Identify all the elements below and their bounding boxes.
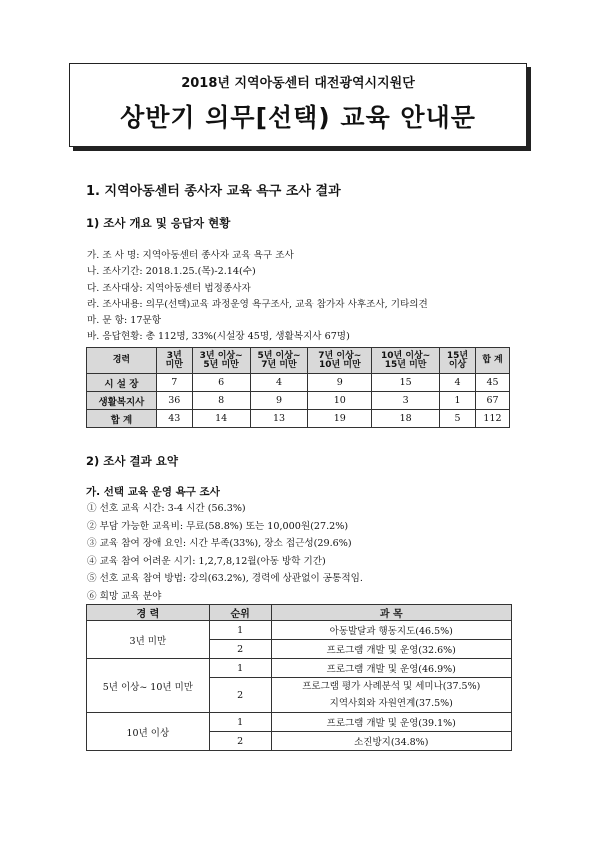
column-header: 순위 bbox=[209, 605, 271, 621]
row-label: 생활복지사 bbox=[87, 392, 157, 410]
section2-sub-heading: 2) 조사 결과 요약 bbox=[86, 454, 178, 468]
table-row bbox=[87, 374, 510, 392]
info-line: 가. 조 사 명: 지역아동센터 종사자 교육 욕구 조사 bbox=[87, 250, 294, 261]
table-cell: 45 bbox=[475, 374, 509, 392]
info-line: 마. 문 항: 17문항 bbox=[87, 315, 161, 327]
table-cell: 9 bbox=[250, 392, 308, 410]
column-header: 경 력 bbox=[87, 605, 210, 621]
rank-cell: 2 bbox=[209, 678, 271, 713]
row-label: 시 설 장 bbox=[87, 374, 157, 392]
column-header: 3년 이상~ 5년 미만 bbox=[192, 348, 250, 374]
list-item: ① 선호 교육 시간: 3-4 시간 (56.3%) bbox=[87, 503, 246, 514]
table-cell: 67 bbox=[475, 392, 509, 410]
column-header: 15년 이상 bbox=[440, 348, 476, 374]
table-cell: 15 bbox=[372, 374, 440, 392]
table-header-row bbox=[87, 348, 510, 374]
rank-cell: 2 bbox=[209, 640, 271, 659]
table-row bbox=[87, 392, 510, 410]
document-title: 상반기 의무[선택) 교육 안내문 bbox=[120, 103, 476, 132]
education-field-table bbox=[86, 604, 512, 751]
rank-cell: 1 bbox=[209, 713, 271, 732]
info-line: 바. 응답현황: 총 112명, 33%(시설장 45명, 생활복지사 67명) bbox=[87, 331, 350, 343]
table-row bbox=[87, 621, 512, 640]
career-cell: 5년 이상~ 10년 미만 bbox=[87, 659, 210, 713]
list-item: ⑤ 선호 교육 참여 방법: 강의(63.2%), 경력에 상관없이 공통적임. bbox=[87, 573, 363, 584]
column-header: 경력 bbox=[87, 348, 157, 374]
table-row bbox=[87, 659, 512, 678]
title-box bbox=[69, 63, 527, 147]
table-cell: 43 bbox=[156, 410, 192, 428]
column-header: 10년 이상~ 15년 미만 bbox=[372, 348, 440, 374]
table-cell: 5 bbox=[440, 410, 476, 428]
table-cell: 13 bbox=[250, 410, 308, 428]
list-item: ⑥ 희망 교육 분야 bbox=[87, 590, 162, 602]
info-line: 나. 조사기간: 2018.1.25.(목)-2.14(수) bbox=[87, 266, 256, 278]
survey-info bbox=[87, 248, 428, 346]
info-line: 라. 조사내용: 의무(선택)교육 과정운영 욕구조사, 교육 참가자 사후조사, 기타의견 bbox=[87, 298, 428, 310]
career-cell: 10년 이상 bbox=[87, 713, 210, 751]
list-item: ④ 교육 참여 어려운 시기: 1,2,7,8,12월(아동 방학 기간) bbox=[87, 555, 326, 567]
rank-cell: 1 bbox=[209, 621, 271, 640]
table-cell: 19 bbox=[308, 410, 372, 428]
section2-subsection-heading: 가. 선택 교육 운영 욕구 조사 bbox=[86, 486, 220, 498]
table-cell: 14 bbox=[192, 410, 250, 428]
table-cell: 8 bbox=[192, 392, 250, 410]
table-row bbox=[87, 713, 512, 732]
table-cell: 112 bbox=[475, 410, 509, 428]
subject-cell: 아동발달과 행동지도(46.5%) bbox=[271, 621, 511, 640]
rank-cell: 2 bbox=[209, 732, 271, 751]
list-item: ② 부담 가능한 교육비: 무료(58.8%) 또는 10,000원(27.2%) bbox=[87, 520, 349, 532]
table-cell: 6 bbox=[192, 374, 250, 392]
table-cell: 9 bbox=[308, 374, 372, 392]
career-cell: 3년 미만 bbox=[87, 621, 210, 659]
column-header: 합 계 bbox=[475, 348, 509, 374]
subject-cell: 프로그램 개발 및 운영(32.6%) bbox=[271, 640, 511, 659]
table-cell: 10 bbox=[308, 392, 372, 410]
table-cell: 4 bbox=[250, 374, 308, 392]
table-cell: 4 bbox=[440, 374, 476, 392]
column-header: 3년 미만 bbox=[156, 348, 192, 374]
respondent-table bbox=[86, 347, 510, 428]
table-cell: 18 bbox=[372, 410, 440, 428]
summary-list bbox=[87, 500, 363, 605]
rank-cell: 1 bbox=[209, 659, 271, 678]
table-cell: 7 bbox=[156, 374, 192, 392]
list-item: ③ 교육 참여 장애 요인: 시간 부족(33%), 장소 접근성(29.6%) bbox=[87, 538, 352, 549]
table-cell: 3 bbox=[372, 392, 440, 410]
column-header: 7년 이상~ 10년 미만 bbox=[308, 348, 372, 374]
section1-sub-heading: 1) 조사 개요 및 응답자 현황 bbox=[86, 216, 231, 230]
table-header-row bbox=[87, 605, 512, 621]
column-header: 과 목 bbox=[271, 605, 511, 621]
subject-cell: 프로그램 평가 사례분석 및 세미나(37.5%) 지역사회와 자원연계(37.5%) bbox=[271, 678, 511, 713]
row-label: 합 계 bbox=[87, 410, 157, 428]
table-cell: 36 bbox=[156, 392, 192, 410]
table-row bbox=[87, 410, 510, 428]
subject-cell: 프로그램 개발 및 운영(39.1%) bbox=[271, 713, 511, 732]
info-line: 다. 조사대상: 지역아동센터 법정종사자 bbox=[87, 282, 251, 294]
section1-heading: 1. 지역아동센터 종사자 교육 욕구 조사 결과 bbox=[86, 184, 341, 199]
column-header: 5년 이상~ 7년 미만 bbox=[250, 348, 308, 374]
document-subtitle: 2018년 지역아동센터 대전광역시지원단 bbox=[181, 76, 415, 91]
table-cell: 1 bbox=[440, 392, 476, 410]
subject-cell: 프로그램 개발 및 운영(46.9%) bbox=[271, 659, 511, 678]
subject-cell: 소진방지(34.8%) bbox=[271, 732, 511, 751]
